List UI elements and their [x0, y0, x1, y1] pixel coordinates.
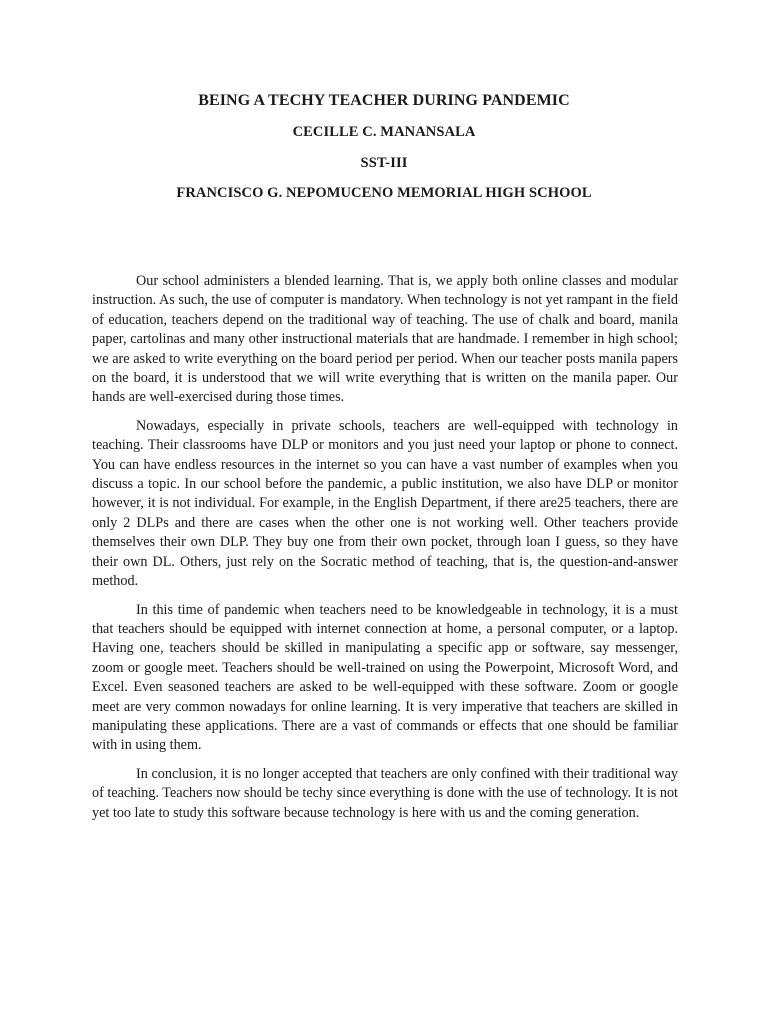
paragraph: Our school administers a blended learning. That is, we apply both online classes and modular instruction. As such, the use of computer is mandatory. When technology is not yet rampant in the field of education, teachers depend on the traditional way of teaching. The use of chalk and board, manila paper, cartolinas and many other instructional materials that are handmade. I remember in high school; we are asked to write everything on the board period per period. When our teacher posts manila papers on the board, it is understood that we will write everything that is written on the manila paper. Our hands are well-exercised during those times.: [92, 273, 678, 406]
essay-body: [92, 272, 678, 832]
document-title: BEING A TECHY TEACHER DURING PANDEMIC: [198, 92, 570, 109]
paragraph: In conclusion, it is no longer accepted that teachers are only confined with their traditional way of teaching. Teachers now should be techy since everything is done with the use of technology. It is not yet too late to study this software because technology is here with us and the coming generation.: [92, 765, 678, 821]
author-name: CECILLE C. MANANSALA: [292, 124, 476, 140]
author-position: SST-III: [360, 155, 408, 171]
school-name: FRANCISCO G. NEPOMUCENO MEMORIAL HIGH SCHOOL: [176, 185, 592, 201]
paragraph: In this time of pandemic when teachers need to be knowledgeable in technology, it is a must that teachers should be equipped with internet connection at home, a personal computer, or a laptop. Having one, teachers should be skilled in manipulating a specific app or software, say messenger, zoom or google meet. Teachers should be well-trained on using the Powerpoint, Microsoft Word, and Excel. Even seasoned teachers are asked to be well-equipped with these software. Zoom or google meet are very common nowadays for online learning. It is very imperative that teachers are skilled in manipulating these applications. There are a vast of commands or effects that one should be familiar with in using them.: [92, 601, 678, 754]
paragraph: Nowadays, especially in private schools, teachers are well-equipped with technology in teaching. Their classrooms have DLP or monitors and you just need your laptop or phone to connect. You can have endless resources in the internet so you can have a vast number of examples when you discuss a topic. In our school before the pandemic, a public institution, we also have DLP or monitor however, it is not individual. For example, in the English Department, if there are25 teachers, there are only 2 DLPs and there are cases when the other one is not working well. Other teachers provide themselves their own DLP. They buy one from their own pocket, through loan I guess, so they have their own DL. Others, just rely on the Socratic method of teaching, that is, the question-and-answer method.: [92, 417, 678, 590]
